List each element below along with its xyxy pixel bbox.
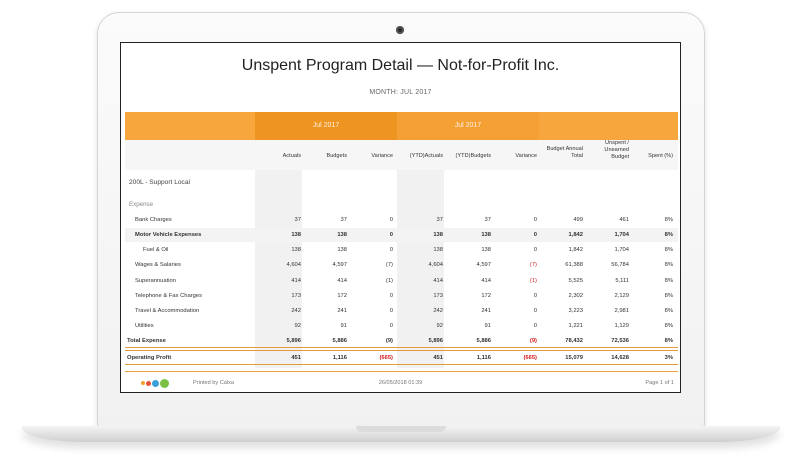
row-value: 138 bbox=[337, 247, 347, 253]
row-value: 499 bbox=[573, 217, 583, 223]
row-value: 56,784 bbox=[611, 262, 629, 268]
footer-page-number: Page 1 of 1 bbox=[645, 380, 674, 386]
row-value: 138 bbox=[481, 232, 491, 238]
row-value: 241 bbox=[337, 308, 347, 314]
row-value: 241 bbox=[481, 308, 491, 314]
row-value: 0 bbox=[389, 293, 393, 299]
row-value: 4,597 bbox=[332, 262, 347, 268]
row-value: 1,116 bbox=[476, 355, 491, 361]
col-header-unspent: Unspent / Unearned Budget bbox=[604, 140, 629, 160]
row-label: Total Expense bbox=[127, 338, 166, 344]
table-row bbox=[125, 213, 678, 227]
row-value: 461 bbox=[619, 217, 629, 223]
row-value: (7) bbox=[385, 262, 393, 268]
row-label: Operating Profit bbox=[127, 355, 172, 361]
table-row bbox=[125, 274, 678, 288]
row-value: 173 bbox=[291, 293, 301, 299]
row-value: 8% bbox=[664, 293, 673, 299]
band-label-ytd: Jul 2017 bbox=[454, 122, 482, 129]
row-label: Telephone & Fax Charges bbox=[135, 293, 203, 299]
col-header-annual-total: Budget Annual Total bbox=[546, 146, 583, 159]
row-value: 172 bbox=[337, 293, 347, 299]
row-value: (665) bbox=[523, 355, 537, 361]
row-label: Fuel & Oil bbox=[143, 247, 169, 253]
col-header-actuals: Actuals bbox=[282, 153, 301, 159]
row-value: 1,842 bbox=[568, 247, 583, 253]
row-value: 1,842 bbox=[568, 232, 583, 238]
row-value: 414 bbox=[433, 278, 443, 284]
camera-icon bbox=[396, 26, 404, 34]
footer-divider bbox=[125, 371, 678, 372]
row-value: 5,896 bbox=[286, 338, 301, 344]
row-label: Superannuation bbox=[135, 278, 176, 284]
row-value: 451 bbox=[433, 355, 443, 361]
row-value: 4,604 bbox=[428, 262, 443, 268]
row-value: 414 bbox=[481, 278, 491, 284]
col-header-variance: Variance bbox=[371, 153, 393, 159]
row-value: 172 bbox=[481, 293, 491, 299]
row-value: 91 bbox=[340, 323, 347, 329]
row-value: (665) bbox=[379, 355, 393, 361]
row-value: 72,536 bbox=[611, 338, 629, 344]
row-value: 5,886 bbox=[332, 338, 347, 344]
row-value: (9) bbox=[385, 338, 393, 344]
row-value: 37 bbox=[436, 217, 443, 223]
row-label: Bank Charges bbox=[135, 217, 172, 223]
row-value: 138 bbox=[291, 247, 301, 253]
col-header-ytd-variance: Variance bbox=[515, 153, 537, 159]
row-value: 138 bbox=[433, 247, 443, 253]
row-value: 0 bbox=[389, 308, 393, 314]
row-value: 5,111 bbox=[615, 278, 629, 284]
footer-timestamp: 26/05/2018 01:39 bbox=[378, 380, 423, 386]
report-title: Unspent Program Detail — Not-for-Profit Inc. bbox=[241, 57, 560, 74]
row-label: Travel & Accommodation bbox=[135, 308, 200, 314]
row-value: 0 bbox=[533, 232, 537, 238]
section-category-label: Expense bbox=[129, 201, 154, 208]
row-label: Utilities bbox=[135, 323, 154, 329]
row-value: 4,597 bbox=[476, 262, 491, 268]
report-screen bbox=[120, 42, 681, 393]
row-value: (1) bbox=[385, 278, 393, 284]
row-value: 37 bbox=[484, 217, 491, 223]
row-value: 451 bbox=[291, 355, 301, 361]
table-row bbox=[125, 334, 678, 348]
operating-profit-divider bbox=[125, 350, 678, 351]
row-value: 5,896 bbox=[428, 338, 443, 344]
row-value: 15,079 bbox=[565, 355, 583, 361]
col-header-ytd-actuals: (YTD)Actuals bbox=[409, 153, 443, 159]
row-value: 8% bbox=[664, 247, 673, 253]
row-value: 0 bbox=[389, 232, 393, 238]
col-header-spent-pct: Spent (%) bbox=[648, 153, 673, 159]
row-value: 138 bbox=[291, 232, 301, 238]
row-value: 2,129 bbox=[614, 293, 629, 299]
table-row bbox=[125, 351, 678, 365]
row-value: 1,221 bbox=[568, 323, 583, 329]
table-row bbox=[125, 304, 678, 318]
row-value: 138 bbox=[337, 232, 347, 238]
row-value: 414 bbox=[291, 278, 301, 284]
section-group-label: 200L - Support Local bbox=[129, 179, 190, 186]
row-value: 8% bbox=[664, 217, 673, 223]
row-value: 14,628 bbox=[611, 355, 629, 361]
row-value: 1,116 bbox=[332, 355, 347, 361]
col-header-ytd-budgets: (YTD)Budgets bbox=[455, 153, 491, 159]
row-value: (9) bbox=[529, 338, 537, 344]
laptop-base-notch bbox=[356, 426, 446, 432]
row-value: 4,604 bbox=[286, 262, 301, 268]
table-row bbox=[125, 289, 678, 303]
row-value: 8% bbox=[664, 262, 673, 268]
row-value: 0 bbox=[533, 247, 537, 253]
row-value: 92 bbox=[436, 323, 443, 329]
row-value: 242 bbox=[291, 308, 301, 314]
row-value: (7) bbox=[529, 262, 537, 268]
row-value: 242 bbox=[433, 308, 443, 314]
band-label-month: Jul 2017 bbox=[312, 122, 340, 129]
period-band bbox=[125, 112, 678, 140]
row-value: 0 bbox=[533, 217, 537, 223]
row-value: 92 bbox=[294, 323, 301, 329]
table-row bbox=[125, 243, 678, 257]
row-value: 61,388 bbox=[565, 262, 583, 268]
footer-printed-by: Printed by Calxa bbox=[193, 380, 235, 386]
row-value: 2,981 bbox=[614, 308, 629, 314]
row-value: 138 bbox=[481, 247, 491, 253]
row-value: 0 bbox=[389, 247, 393, 253]
row-value: 1,704 bbox=[614, 247, 629, 253]
row-label: Motor Vehicle Expenses bbox=[135, 232, 202, 238]
row-value: 0 bbox=[533, 308, 537, 314]
row-label: Wages & Salaries bbox=[135, 262, 181, 268]
row-value: 0 bbox=[389, 323, 393, 329]
row-value: 8% bbox=[664, 323, 673, 329]
row-value: 2,302 bbox=[568, 293, 583, 299]
row-value: 8% bbox=[664, 338, 673, 344]
row-value: 5,525 bbox=[568, 278, 583, 284]
row-value: 8% bbox=[664, 232, 673, 238]
table-row bbox=[125, 258, 678, 272]
row-value: 0 bbox=[533, 323, 537, 329]
row-value: 3% bbox=[664, 355, 673, 361]
row-value: (1) bbox=[529, 278, 537, 284]
row-value: 8% bbox=[664, 278, 673, 284]
row-value: 37 bbox=[340, 217, 347, 223]
report-subtitle: MONTH: JUL 2017 bbox=[369, 89, 432, 96]
table-row bbox=[125, 228, 678, 242]
row-value: 138 bbox=[433, 232, 443, 238]
row-value: 78,432 bbox=[565, 338, 583, 344]
row-value: 173 bbox=[433, 293, 443, 299]
row-value: 1,129 bbox=[614, 323, 629, 329]
row-value: 8% bbox=[664, 308, 673, 314]
col-header-budgets: Budgets bbox=[326, 153, 347, 159]
row-value: 414 bbox=[337, 278, 347, 284]
row-value: 0 bbox=[389, 217, 393, 223]
table-row bbox=[125, 319, 678, 333]
row-value: 91 bbox=[484, 323, 491, 329]
row-value: 37 bbox=[294, 217, 301, 223]
row-value: 3,223 bbox=[568, 308, 583, 314]
row-value: 5,886 bbox=[476, 338, 491, 344]
row-value: 1,704 bbox=[614, 232, 629, 238]
row-value: 0 bbox=[533, 293, 537, 299]
